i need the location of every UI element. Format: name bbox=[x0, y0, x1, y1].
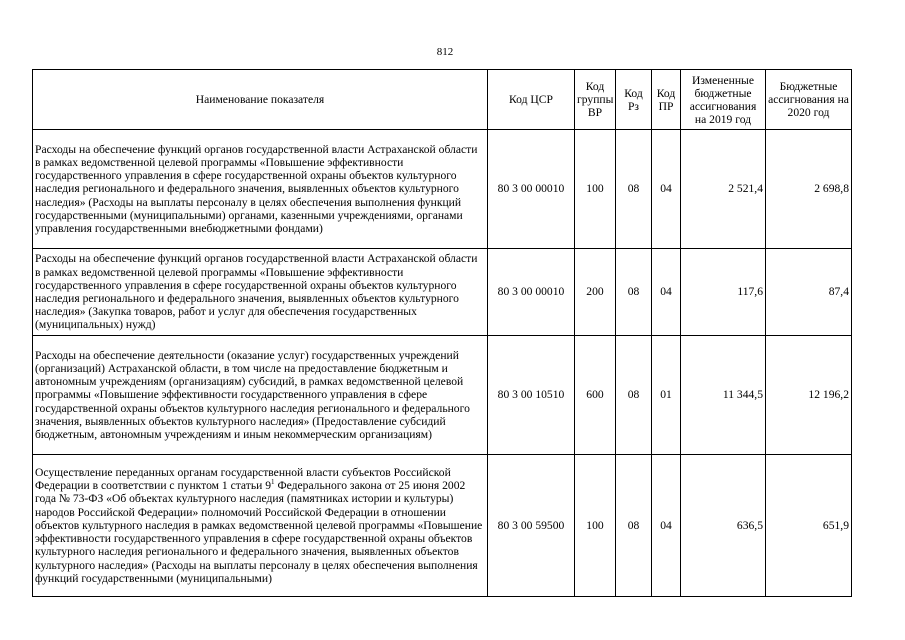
row-name-part: Осуществление переданных органам государственной власти субъектов Российской Федерации в соответствии с пунктом 1 статьи 9 bbox=[35, 466, 451, 493]
row-rz: 08 bbox=[616, 336, 652, 455]
table-row bbox=[33, 455, 852, 597]
budget-table bbox=[32, 69, 852, 597]
header-2019: Измененные бюджетные ассигнования на 2019 год bbox=[681, 70, 766, 130]
row-pr: 04 bbox=[652, 249, 681, 336]
row-2019: 11 344,5 bbox=[681, 336, 766, 455]
row-pr: 04 bbox=[652, 130, 681, 249]
row-2020: 12 196,2 bbox=[766, 336, 852, 455]
header-pr: Код ПР bbox=[652, 70, 681, 130]
header-vr: Код группы ВР bbox=[575, 70, 616, 130]
row-csr: 80 3 00 00010 bbox=[488, 130, 575, 249]
row-2019: 636,5 bbox=[681, 455, 766, 597]
row-vr: 600 bbox=[575, 336, 616, 455]
row-rz: 08 bbox=[616, 249, 652, 336]
table-row bbox=[33, 249, 852, 336]
row-2019: 117,6 bbox=[681, 249, 766, 336]
row-2020: 2 698,8 bbox=[766, 130, 852, 249]
row-csr: 80 3 00 59500 bbox=[488, 455, 575, 597]
row-csr: 80 3 00 00010 bbox=[488, 249, 575, 336]
row-name: Расходы на обеспечение функций органов государственной власти Астраханской области в рамках ведомственной целевой программы «Повышение эффективности государственного управления в сфере государственной охраны объектов культурного наследия регионального и федерального значения, выявленных объектов культурного наследия» (Расходы на выплаты персоналу в целях обеспечения выполнения функций государственными (муниципальными) органами, казенными учреждениями, органами управления государственными внебюджетными фондами) bbox=[33, 130, 488, 249]
header-name: Наименование показателя bbox=[33, 70, 488, 130]
row-name bbox=[33, 455, 488, 597]
row-pr: 04 bbox=[652, 455, 681, 597]
row-name: Расходы на обеспечение функций органов государственной власти Астраханской области в рамках ведомственной целевой программы «Повышение эффективности государственного управления в сфере государственной охраны объектов культурного наследия регионального и федерального значения, выявленных объектов культурного наследия» (Закупка товаров, работ и услуг для обеспечения государственных (муниципальных) нужд) bbox=[33, 249, 488, 336]
row-vr: 100 bbox=[575, 455, 616, 597]
row-pr: 01 bbox=[652, 336, 681, 455]
table-row bbox=[33, 336, 852, 455]
row-name-part: Федерального закона от 25 июня 2002 года № 73-ФЗ «Об объектах культурного наследия (памятниках истории и культуры) народов Российской Федерации» полномочий Российской Федерации в отношении объектов культурного наследия в рамках ведомственной целевой программы «Повышение эффективности государственного управления в сфере государственной охраны объектов культурного наследия регионального и федерального значения, выявленных объектов культурного наследия» (Расходы на выплаты персоналу в целях обеспечения выполнения функций государственными (муниципальными) bbox=[35, 479, 483, 585]
row-rz: 08 bbox=[616, 455, 652, 597]
row-name: Расходы на обеспечение деятельности (оказание услуг) государственных учреждений (организаций) Астраханской области, в том числе на предоставление бюджетным и автономным учреждениям (организациям) субсидий, в рамках ведомственной целевой программы «Повышение эффективности государственного управления в сфере государственной охраны объектов культурного наследия регионального и федерального значения, выявленных объектов культурного наследия» (Предоставление субсидий бюджетным, автономным учреждениям и иным некоммерческим организациям) bbox=[33, 336, 488, 455]
row-rz: 08 bbox=[616, 130, 652, 249]
row-2020: 87,4 bbox=[766, 249, 852, 336]
row-2019: 2 521,4 bbox=[681, 130, 766, 249]
row-csr: 80 3 00 10510 bbox=[488, 336, 575, 455]
header-rz: Код Рз bbox=[616, 70, 652, 130]
row-vr: 200 bbox=[575, 249, 616, 336]
table-header-row bbox=[33, 70, 852, 130]
header-2020: Бюджетные ассигнования на 2020 год bbox=[766, 70, 852, 130]
header-csr: Код ЦСР bbox=[488, 70, 575, 130]
table-row bbox=[33, 130, 852, 249]
row-name-superscript: 1 bbox=[271, 478, 275, 487]
row-vr: 100 bbox=[575, 130, 616, 249]
row-2020: 651,9 bbox=[766, 455, 852, 597]
page-number: 812 bbox=[436, 46, 454, 58]
